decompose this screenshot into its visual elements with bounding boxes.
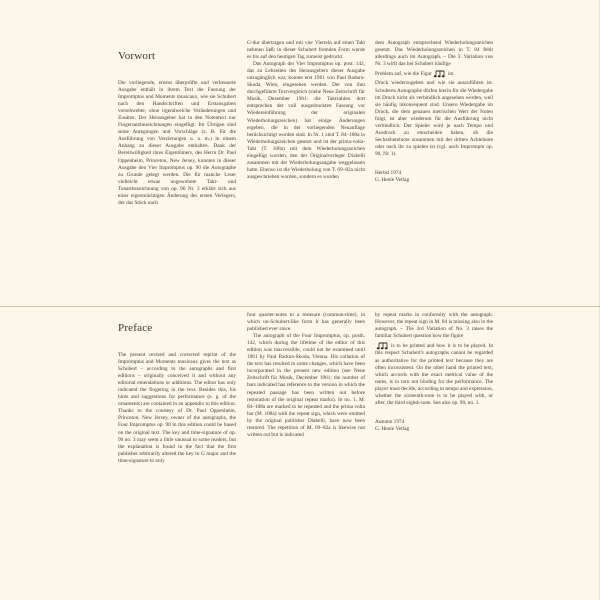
english-column-3 — [375, 312, 493, 433]
german-signature-date: Herbst 1974 — [375, 169, 402, 176]
section-divider — [0, 306, 600, 307]
german-col2-para1: G-dur übertragen und mit vier Vierteln auf einen Takt nehmen ließ; in dieser Schubert fremden Form wurde es bis auf den heutigen Tag zumeist gedruckt. — [247, 40, 365, 61]
german-col1-text: Die vorliegende, erneut überprüfte und verbesserte Ausgabe enthält in ihrem Text die Fassung der Impromptus und Moments musicaux, wie sie Schubert nach den Handschriften und Erstausgaben vorsehwebte, ohne irgendwelche Veränderungen und Zusätze. Der Herausgeber hat in den Notentext nur Fingersatzbezeichnungen eingefügt. Im Übrigen sind seine Anregungen und Vorschläge (z. B. für die Ausführung von Verzierungen u. a. m.) in einem Anhang zu dieser Ausgabe enthalten. Dank der Bereitwilligkeit ihres Eigentümers, des Herrn Dr. Paul Oppenheim, Princeton, New Jersey, konnten in dieser Ausgabe den Vier Impromptus op. 90 die Autographe zu Grunde gelegt werden. Die für manche Leser vielleicht etwas ungewohnte Takt- und Tonartbezeichnung von op. 90 Nr. 3 erklärt sich aus einer eigenmächtigen Änderung des ersten Verlegers, der das Stück nach — [118, 80, 236, 206]
german-heading: Vorwort — [118, 50, 156, 62]
music-figure-icon — [433, 70, 447, 78]
english-column-2 — [247, 312, 365, 439]
german-column-1 — [118, 80, 236, 207]
english-heading: Preface — [118, 322, 153, 334]
english-signature-date: Autumn 1974 — [375, 418, 405, 425]
english-col3-para1: by repeat marks in conformity with the autograph. However, the repeat sign in M. 84 is missing also in the autograph. – The 3rd Variation of No. 3 raises the familiar Schubert question how the figure — [375, 312, 493, 340]
english-col3-figure-line — [375, 342, 493, 407]
english-col1-text: The present revised and corrected reprint of the Impromptus and Moments musicaux gives the text as Schubert – according to the autographs and first editions – originally conceived it and without any editorial emendations or additions. The editor has only indicated the fingering in the text. Besides this, his hints and suggestions for performance (e. g. of the ornaments) are contained in an appendix to this edition. Thanks to the courtesy of Dr. Paul Oppenheim, Princeton, New Jersey, owner of the autographs, the Four Impromptus op. 90 in this edition could be based on the original text. The key and time-signature of op. 90 no. 3 may seem a little unusual to some readers, but the explanation is found in the fact that the first publisher arbitrarily altered the key to G major and the time-signature to only — [118, 352, 236, 464]
english-col3-para2: is to be printed and how it is to be played. In this respect Schubert's autographs cannot be regarded as authoritative for the printed text because they are often inconsistent. On the other hand the printed text, which accords with the exact metrical value of the notes, is in turn not binding for the performance. The player must decide, according to tempo and expression, whether the sixteenth-note is to be played with, or after, the third eighth-note. See also op. 90, no. 1. — [375, 343, 493, 406]
german-col3-problem-line — [375, 70, 493, 78]
german-problem-text: Problem auf, wie die Figur — [375, 71, 432, 78]
english-col2-para1: four quarter-notes to a measure (common-time), in which un-Schubert-like form it has generally been published ever since. — [247, 312, 365, 333]
english-col2-para2: The autograph of the Four Impromptus, op. posth. 142, which during the lifetime of the editor of this edition was inaccessible, could not be examined until 1961 by Paul Badura-Skoda, Vienna. His collation of the text has resulted in some changes, which have been incorporated in the present new edition (see Neue Zeitschrift für Musik, December 1961; the number of bars indicated has reference to the version in which the repeated passage has been written out before restoration of the original repeat marks). In no. 1, M. 84–108a are marked to be repeated and the prima volta bar (M. 108a) with the repeat sign, which were omitted by the original publisher Diabelli, have now been restored. The repetition of M. 69–82a is likewise not written out but is indicated — [247, 333, 365, 438]
german-col2-para2: Das Autograph der Vier Impromptus op. post. 142, das zu Lebzeiten des Herausgebers dieser Ausgabe unzugänglich war, konnte erst 1961 von Paul Badura-Skoda, Wien, eingesehen werden. Der von ihm durchgeführte Textvergleich (siehe Neue Zeitschrift für Musik, Dezember 1961: die Taktzahlen dort entsprechen der voll ausgedruckten Fassung vor Wiedereinführung der originalen Wiederholungszeichen) hat einige Änderungen ergeben, die in der vorliegenden Neuauflage berücksichtigt worden sind. In Nr. 1 sind T. 84–108a in Wiederholungszeichen gesetzt und ist der prima-volta-Takt (T. 108a) mit dem Wiederholungszeichen eingefügt worden, den der Originalverleger Diabelli zusammen mit der Wiederholungsangabe weggelassen hatte. Ebenso ist die Wiederholung von T. 69–82a nicht ausgeschrieben worden, sondern es wurden — [247, 61, 365, 180]
german-column-2 — [247, 40, 365, 181]
english-column-1 — [118, 352, 236, 465]
german-col3-para1: dem Autograph entsprechend Wiederholungszeichen gesetzt. Das Wiederholungszeichen in T. 84 fehlt allerdings auch im Autograph. – Die 3. Variation von Nr. 3 wirft das bei Schubert häufige — [375, 40, 493, 68]
german-problem-end: im — [447, 71, 454, 78]
english-signature-publisher: G. Henle Verlag — [375, 425, 410, 432]
german-signature-publisher: G. Henle Verlag — [375, 177, 410, 184]
music-figure-icon — [376, 342, 390, 350]
german-column-3 — [375, 40, 493, 184]
german-col3-para2: Druck wiederzugeben und wie sie auszuführen ist. Schuberts Autographe dürfen hierin für die Wiedergabe im Druck nicht als verbindlich angesehen werden, weil sie häufig inkonsequent sind. Unsere Wiedergabe im Druck, die dem genauen metrischen Wert der Noten folgt, ist aber wiederum für die Ausführung nicht verbindlich. Der Spieler wird je nach Tempo und Ausdruck zu entscheiden haben, ob die Sechzehntelnote zusammen mit der dritten Achtelnote oder nach ihr zu spielen ist (vgl. auch Impromptu op. 90, Nr. 1). — [375, 80, 493, 157]
